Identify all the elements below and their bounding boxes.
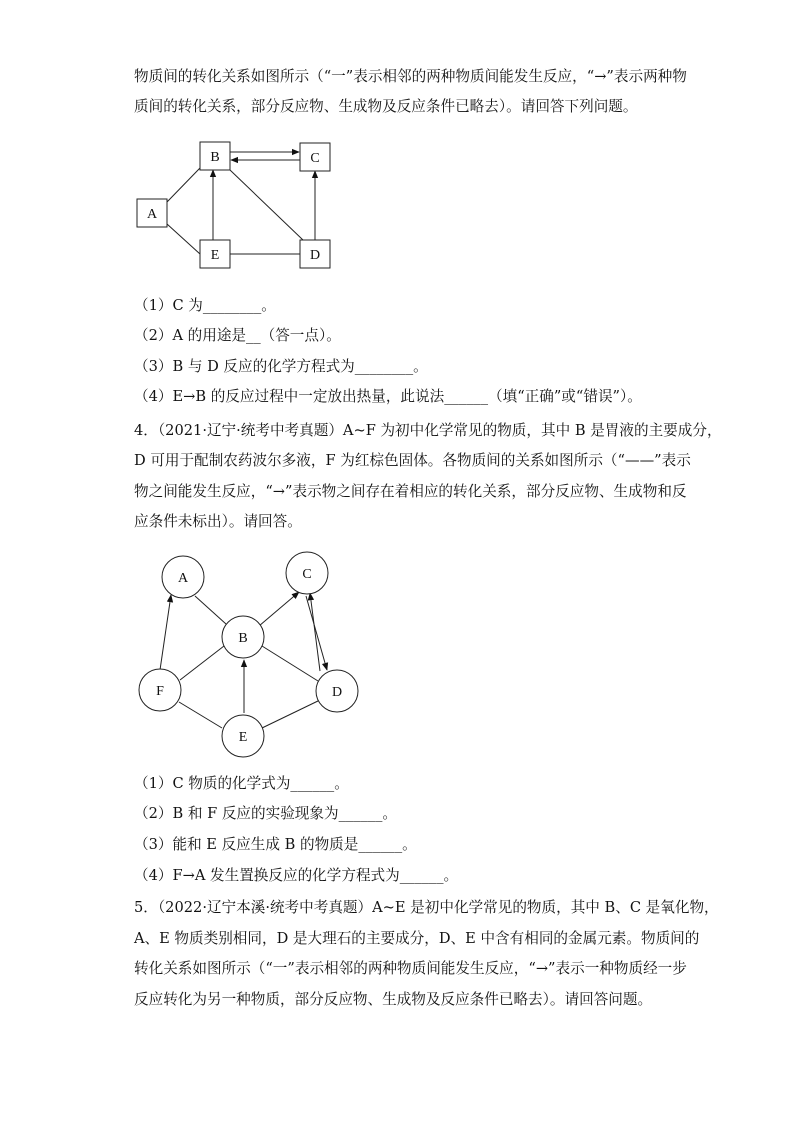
q4-sub-4: （4）F→A 发生置换反应的化学方程式为______。 xyxy=(134,867,459,884)
arrow-d-to-c2 xyxy=(310,593,320,671)
node-c-label: C xyxy=(310,151,320,166)
diagram-2 xyxy=(139,552,358,757)
edge-a-b2 xyxy=(195,596,226,624)
node-a-label: A xyxy=(146,207,158,222)
edge-e-d2 xyxy=(262,700,320,728)
q5-line-4: 反应转化为另一种物质，部分反应物、生成物及反应条件已略去）。请回答问题。 xyxy=(134,991,653,1008)
arrow-b-to-c2 xyxy=(259,592,299,626)
node-b-label: B xyxy=(210,150,220,165)
edge-f-e2 xyxy=(179,702,222,728)
edge-a-b xyxy=(167,168,200,202)
q5-line-2: A、E 物质类别相同，D 是大理石的主要成分，D、E 中含有相同的金属元素。物质间的 xyxy=(134,930,700,947)
q3-sub-4: （4）E→B 的反应过程中一定放出热量，此说法______（填“正确”或“错误”）。 xyxy=(134,388,642,405)
q4-line-2: D 可用于配制农药波尔多液，F 为红棕色固体。各物质间的关系如图所示（“——”表示 xyxy=(134,452,691,469)
q4-line-3: 物之间能发生反应，“→”表示物之间存在着相应的转化关系，部分反应物、生成物和反 xyxy=(134,483,687,500)
node-e-label: E xyxy=(210,248,220,263)
node-f2-label: F xyxy=(156,684,164,699)
q4-line-1: 4．（2021·辽宁·统考中考真题）A~F 为初中化学常见的物质，其中 B 是胃液的主要成分， xyxy=(134,422,722,439)
intro-line-2: 质间的转化关系，部分反应物、生成物及反应条件已略去）。请回答下列问题。 xyxy=(134,98,638,115)
arrow-f-to-a xyxy=(160,595,171,670)
edge-a-e xyxy=(167,224,200,254)
edge-b-d xyxy=(230,170,303,240)
q4-sub-3: （3）能和 E 反应生成 B 的物质是______。 xyxy=(134,836,417,853)
node-c2-label: C xyxy=(302,567,312,582)
edge-f-b2 xyxy=(180,646,224,680)
node-e2-label: E xyxy=(238,730,248,745)
q4-line-4: 应条件未标出）。请回答。 xyxy=(134,513,302,530)
q5-line-1: 5．（2022·辽宁本溪·统考中考真题）A~E 是初中化学常见的物质，其中 B、C 是氧化物， xyxy=(134,899,719,916)
q3-sub-1: （1）C 为________。 xyxy=(134,297,276,314)
q4-sub-2: （2）B 和 F 反应的实验现象为______。 xyxy=(134,805,397,822)
node-b2-label: B xyxy=(238,631,248,646)
q3-sub-3: （3）B 与 D 反应的化学方程式为________。 xyxy=(134,358,428,375)
arrow-c-to-d2 xyxy=(306,596,327,670)
node-d-label: D xyxy=(309,248,321,263)
q3-sub-2: （2）A 的用途是__（答一点）。 xyxy=(134,327,341,344)
edge-b-d2 xyxy=(262,646,318,681)
node-d2-label: D xyxy=(331,685,343,700)
node-a2-label: A xyxy=(177,571,189,586)
q4-sub-1: （1）C 物质的化学式为______。 xyxy=(134,775,349,792)
q5-line-3: 转化关系如图所示（“一”表示相邻的两种物质间能发生反应，“→”表示一种物质经一步 xyxy=(134,960,687,977)
intro-line-1: 物质间的转化关系如图所示（“一”表示相邻的两种物质间能发生反应，“→”表示两种物 xyxy=(134,68,687,85)
